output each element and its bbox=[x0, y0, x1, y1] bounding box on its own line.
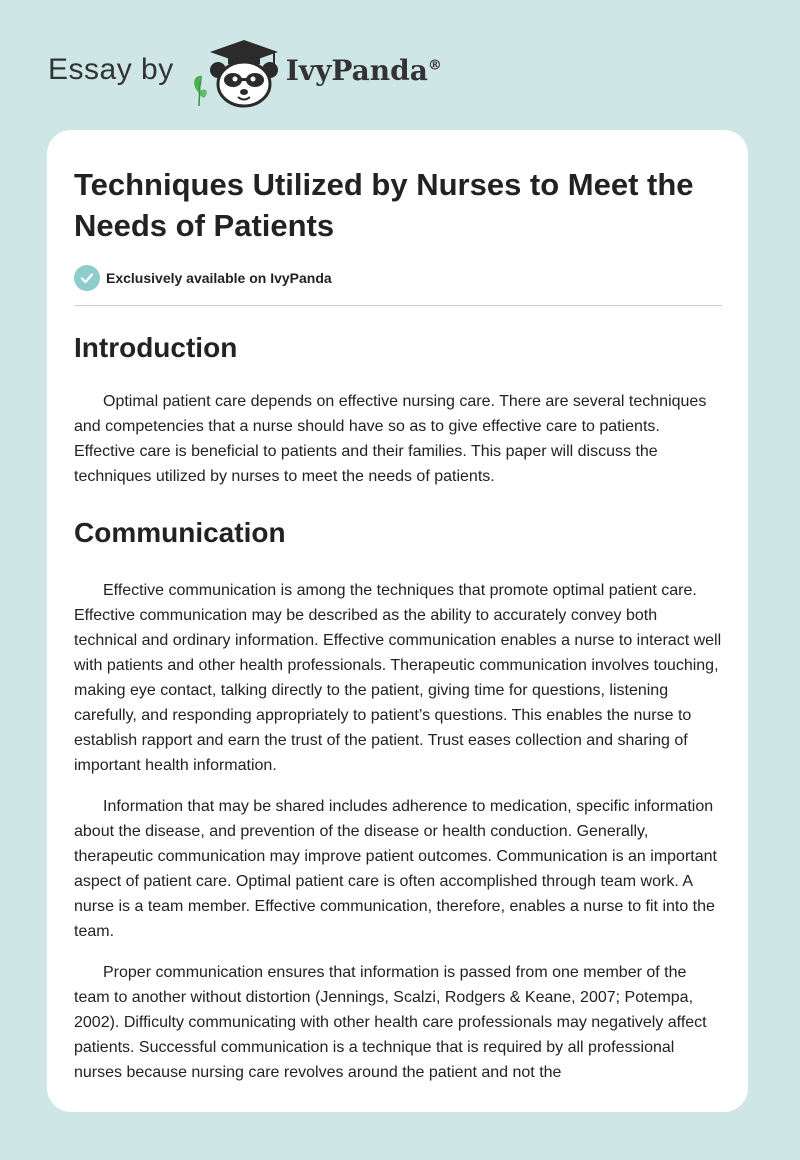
paragraph: Optimal patient care depends on effective nursing care. There are several techniques and competencies that a nurse should have so as to give effective care to patients. Effective care is beneficial to patients and their families. This paper will discuss the techniques utilized by nurses to meet the needs of patients. bbox=[74, 393, 707, 485]
article-card bbox=[47, 130, 748, 1112]
panda-graduate-logo-icon[interactable] bbox=[188, 30, 280, 110]
site-header bbox=[48, 30, 442, 110]
check-circle-icon bbox=[74, 265, 100, 291]
section-heading-communication: Communication bbox=[74, 517, 286, 548]
exclusive-badge-label: Exclusively available on IvyPanda bbox=[106, 270, 332, 286]
section-heading-introduction: Introduction bbox=[74, 332, 238, 363]
registered-mark: ® bbox=[427, 57, 442, 74]
divider bbox=[74, 305, 722, 306]
paragraph: Information that may be shared includes adherence to medication, specific information about the disease, and prevention of the disease or health conduction. Generally, therapeutic communication may improve patient outcomes. Communication is an important aspect of patient care. Optimal patient care is often accomplished through team work. A nurse is a team member. Effective communication, therefore, enables a nurse to fit into the team. bbox=[74, 798, 717, 940]
essay-by-label: Essay by bbox=[48, 53, 174, 86]
exclusive-badge bbox=[74, 264, 722, 292]
brand-name[interactable]: IvyPanda® bbox=[285, 53, 442, 87]
paragraph: Proper communication ensures that information is passed from one member of the team to another without distortion (Jennings, Scalzi, Rodgers & Keane, 2007; Potempa, 2002). Difficulty communicating with other health care professionals may negatively affect patients. Successful communication is a technique that is required by all professional nurses because nursing care revolves around the patient and not the bbox=[74, 964, 707, 1081]
article-title: Techniques Utilized by Nurses to Meet the Needs of Patients bbox=[74, 167, 694, 243]
paragraph: Effective communication is among the techniques that promote optimal patient care. Effective communication may be described as the ability to accurately convey both technical and ordinary information. Effective communication enables a nurse to interact well with patients and other health professionals. Therapeutic communication involves touching, making eye contact, talking directly to the patient, giving time for questions, listening carefully, and responding appropriately to patient’s questions. This enables the nurse to establish rapport and earn the trust of the patient. Trust eases collection and sharing of important health information. bbox=[74, 582, 722, 774]
